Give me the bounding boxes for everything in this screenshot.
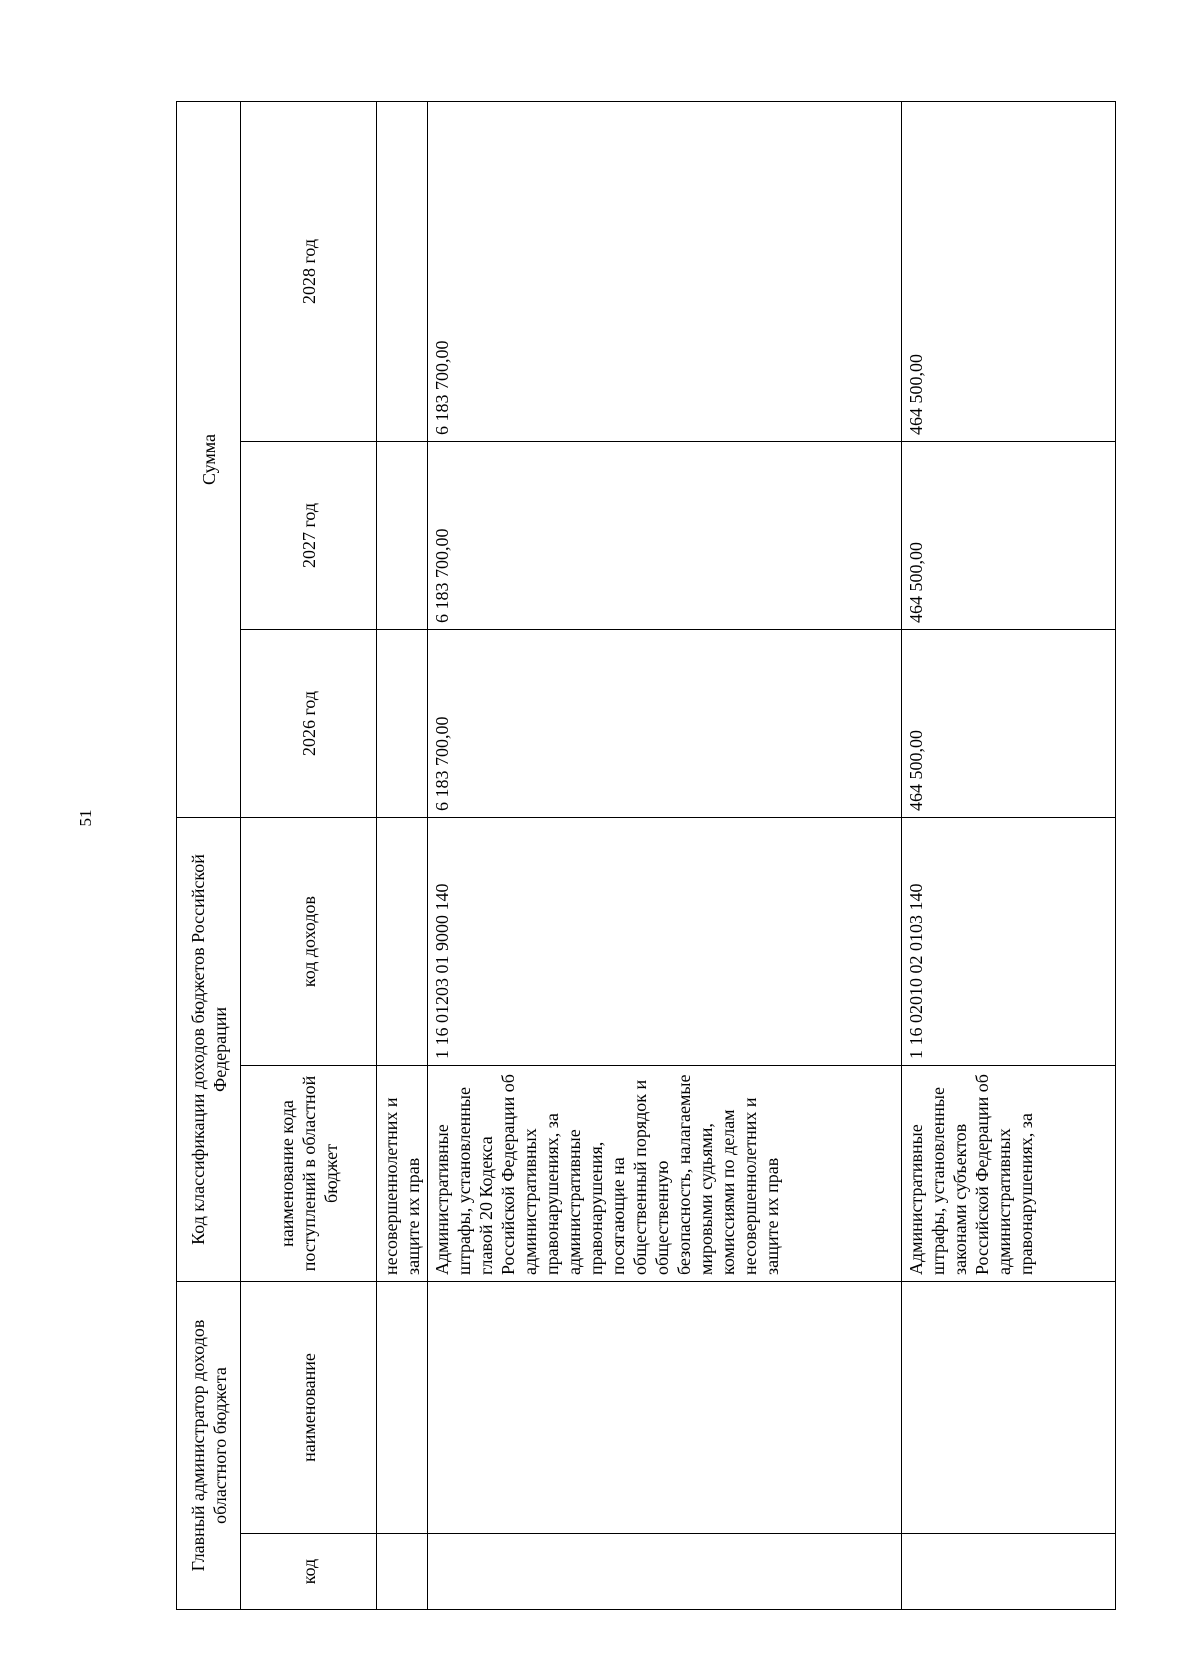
page-number: 51: [76, 809, 95, 827]
cell-name: [902, 1282, 1116, 1534]
header-classification-group: Код классификации доходов бюджетов Российской Федерации: [177, 818, 241, 1282]
header-name: наименование: [241, 1282, 377, 1534]
cell-y2026: 464 500,00: [902, 630, 1116, 818]
header-year-2027: 2027 год: [241, 442, 377, 630]
header-sum-group: Сумма: [177, 101, 241, 817]
cell-y2028: 464 500,00: [902, 101, 1116, 441]
cell-name: [428, 1282, 902, 1534]
cell-y2028: [377, 101, 428, 441]
table-row: [377, 101, 428, 1609]
cell-y2028: 6 183 700,00: [428, 101, 902, 441]
cell-income-name: Административные штрафы, установленные законами субъектов Российской Федерации об административных правонарушениях, за: [902, 1066, 1116, 1282]
table-row: [428, 101, 902, 1609]
cell-y2026: [377, 630, 428, 818]
header-income-name: наименование кода поступлений в областной бюджет: [241, 1066, 377, 1282]
cell-code: [902, 1534, 1116, 1610]
cell-income-code: 1 16 01203 01 9000 140: [428, 818, 902, 1066]
cell-name: [377, 1282, 428, 1534]
cell-income-code: [377, 818, 428, 1066]
rotated-table-container: [176, 102, 1116, 1610]
cell-income-name: Административные штрафы, установленные главой 20 Кодекса Российской Федерации об административных правонарушениях, за административные правонарушения, посягающие на общественный порядок и общественную безопасность, налагаемые мировыми судьями, комиссиями по делам несовершеннолетних и защите их прав: [428, 1066, 902, 1282]
cell-income-name: несовершеннолетних и защите их прав: [377, 1066, 428, 1282]
header-year-2028: 2028 год: [241, 101, 377, 441]
header-year-2026: 2026 год: [241, 630, 377, 818]
budget-income-table: [176, 101, 1116, 1610]
cell-code: [377, 1534, 428, 1610]
cell-code: [428, 1534, 902, 1610]
header-income-code: код доходов: [241, 818, 377, 1066]
table-row: [902, 101, 1116, 1609]
cell-y2027: [377, 442, 428, 630]
cell-y2027: 464 500,00: [902, 442, 1116, 630]
cell-y2026: 6 183 700,00: [428, 630, 902, 818]
header-admin-group: Главный администратор доходов областного бюджета: [177, 1282, 241, 1610]
header-code: код: [241, 1534, 377, 1610]
cell-income-code: 1 16 02010 02 0103 140: [902, 818, 1116, 1066]
cell-y2027: 6 183 700,00: [428, 442, 902, 630]
